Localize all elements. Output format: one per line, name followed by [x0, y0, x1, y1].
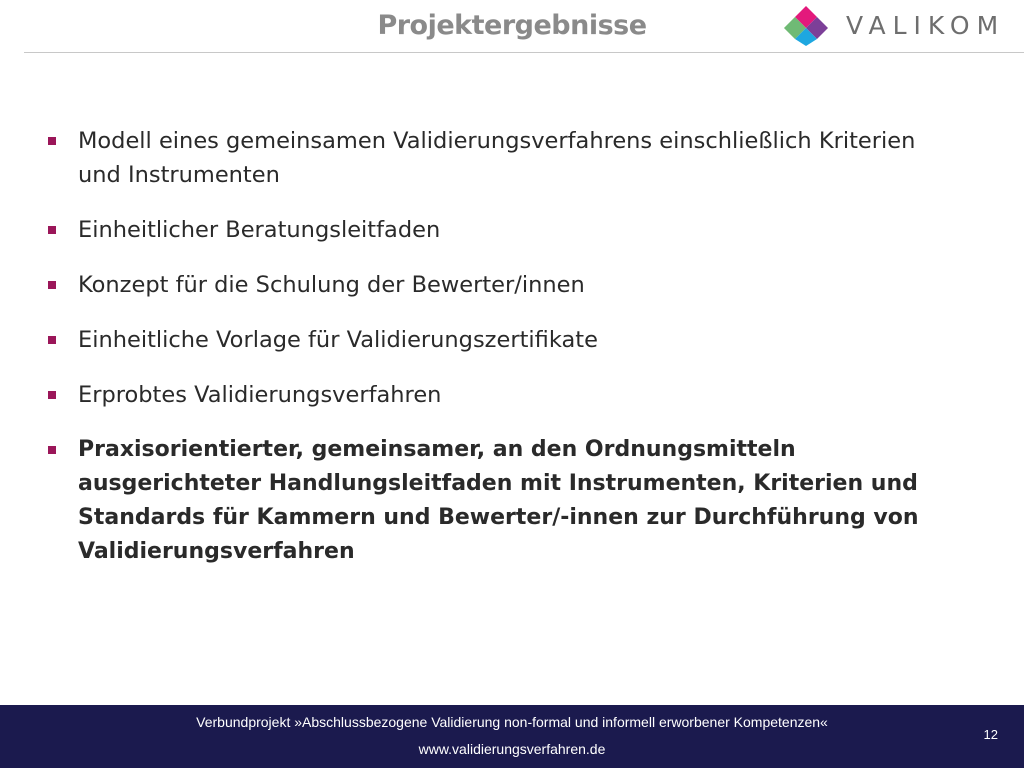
bullet-list [0, 124, 1024, 590]
bullet-text: Erprobtes Validierungsverfahren [78, 382, 442, 408]
title-divider [24, 52, 1024, 53]
logo-text: VALIKOM [846, 11, 1006, 40]
square-bullet-icon [48, 391, 56, 399]
page-number: 12 [983, 727, 998, 742]
square-bullet-icon [48, 281, 56, 289]
bullet-item [0, 378, 1024, 412]
bullet-text: Konzept für die Schulung der Bewerter/innen [78, 272, 585, 298]
square-bullet-icon [48, 446, 56, 454]
bullet-item [0, 268, 1024, 302]
bullet-item [0, 124, 1024, 192]
page-title-text: Projektergebnisse [377, 10, 647, 41]
bullet-text: Praxisorientierter, gemeinsamer, an den Ordnungsmitteln ausgerichteter Handlungsleitfaden mit Instrumenten, Kriterien und Standards für Kammern und Bewerter/-innen zur Durchführung von Validierungsverfahren [78, 437, 919, 564]
square-bullet-icon [48, 137, 56, 145]
footer-project-text: Verbundprojekt »Abschlussbezogene Validierung non-formal und informell erworbener Kompetenzen« [196, 714, 828, 730]
bullet-text: Modell eines gemeinsamen Validierungsverfahrens einschließlich Kriterien und Instrumenten [78, 128, 916, 188]
logo-diamond-icon [784, 4, 828, 46]
bullet-text: Einheitliche Vorlage für Validierungszertifikate [78, 327, 598, 353]
bullet-text: Einheitlicher Beratungsleitfaden [78, 217, 441, 243]
bullet-item [0, 213, 1024, 247]
square-bullet-icon [48, 336, 56, 344]
footer-website: www.validierungsverfahren.de [418, 741, 606, 757]
footer-bar [0, 705, 1024, 768]
valikom-logo [784, 4, 1018, 46]
square-bullet-icon [48, 226, 56, 234]
bullet-item [0, 323, 1024, 357]
bullet-item [0, 433, 1024, 569]
